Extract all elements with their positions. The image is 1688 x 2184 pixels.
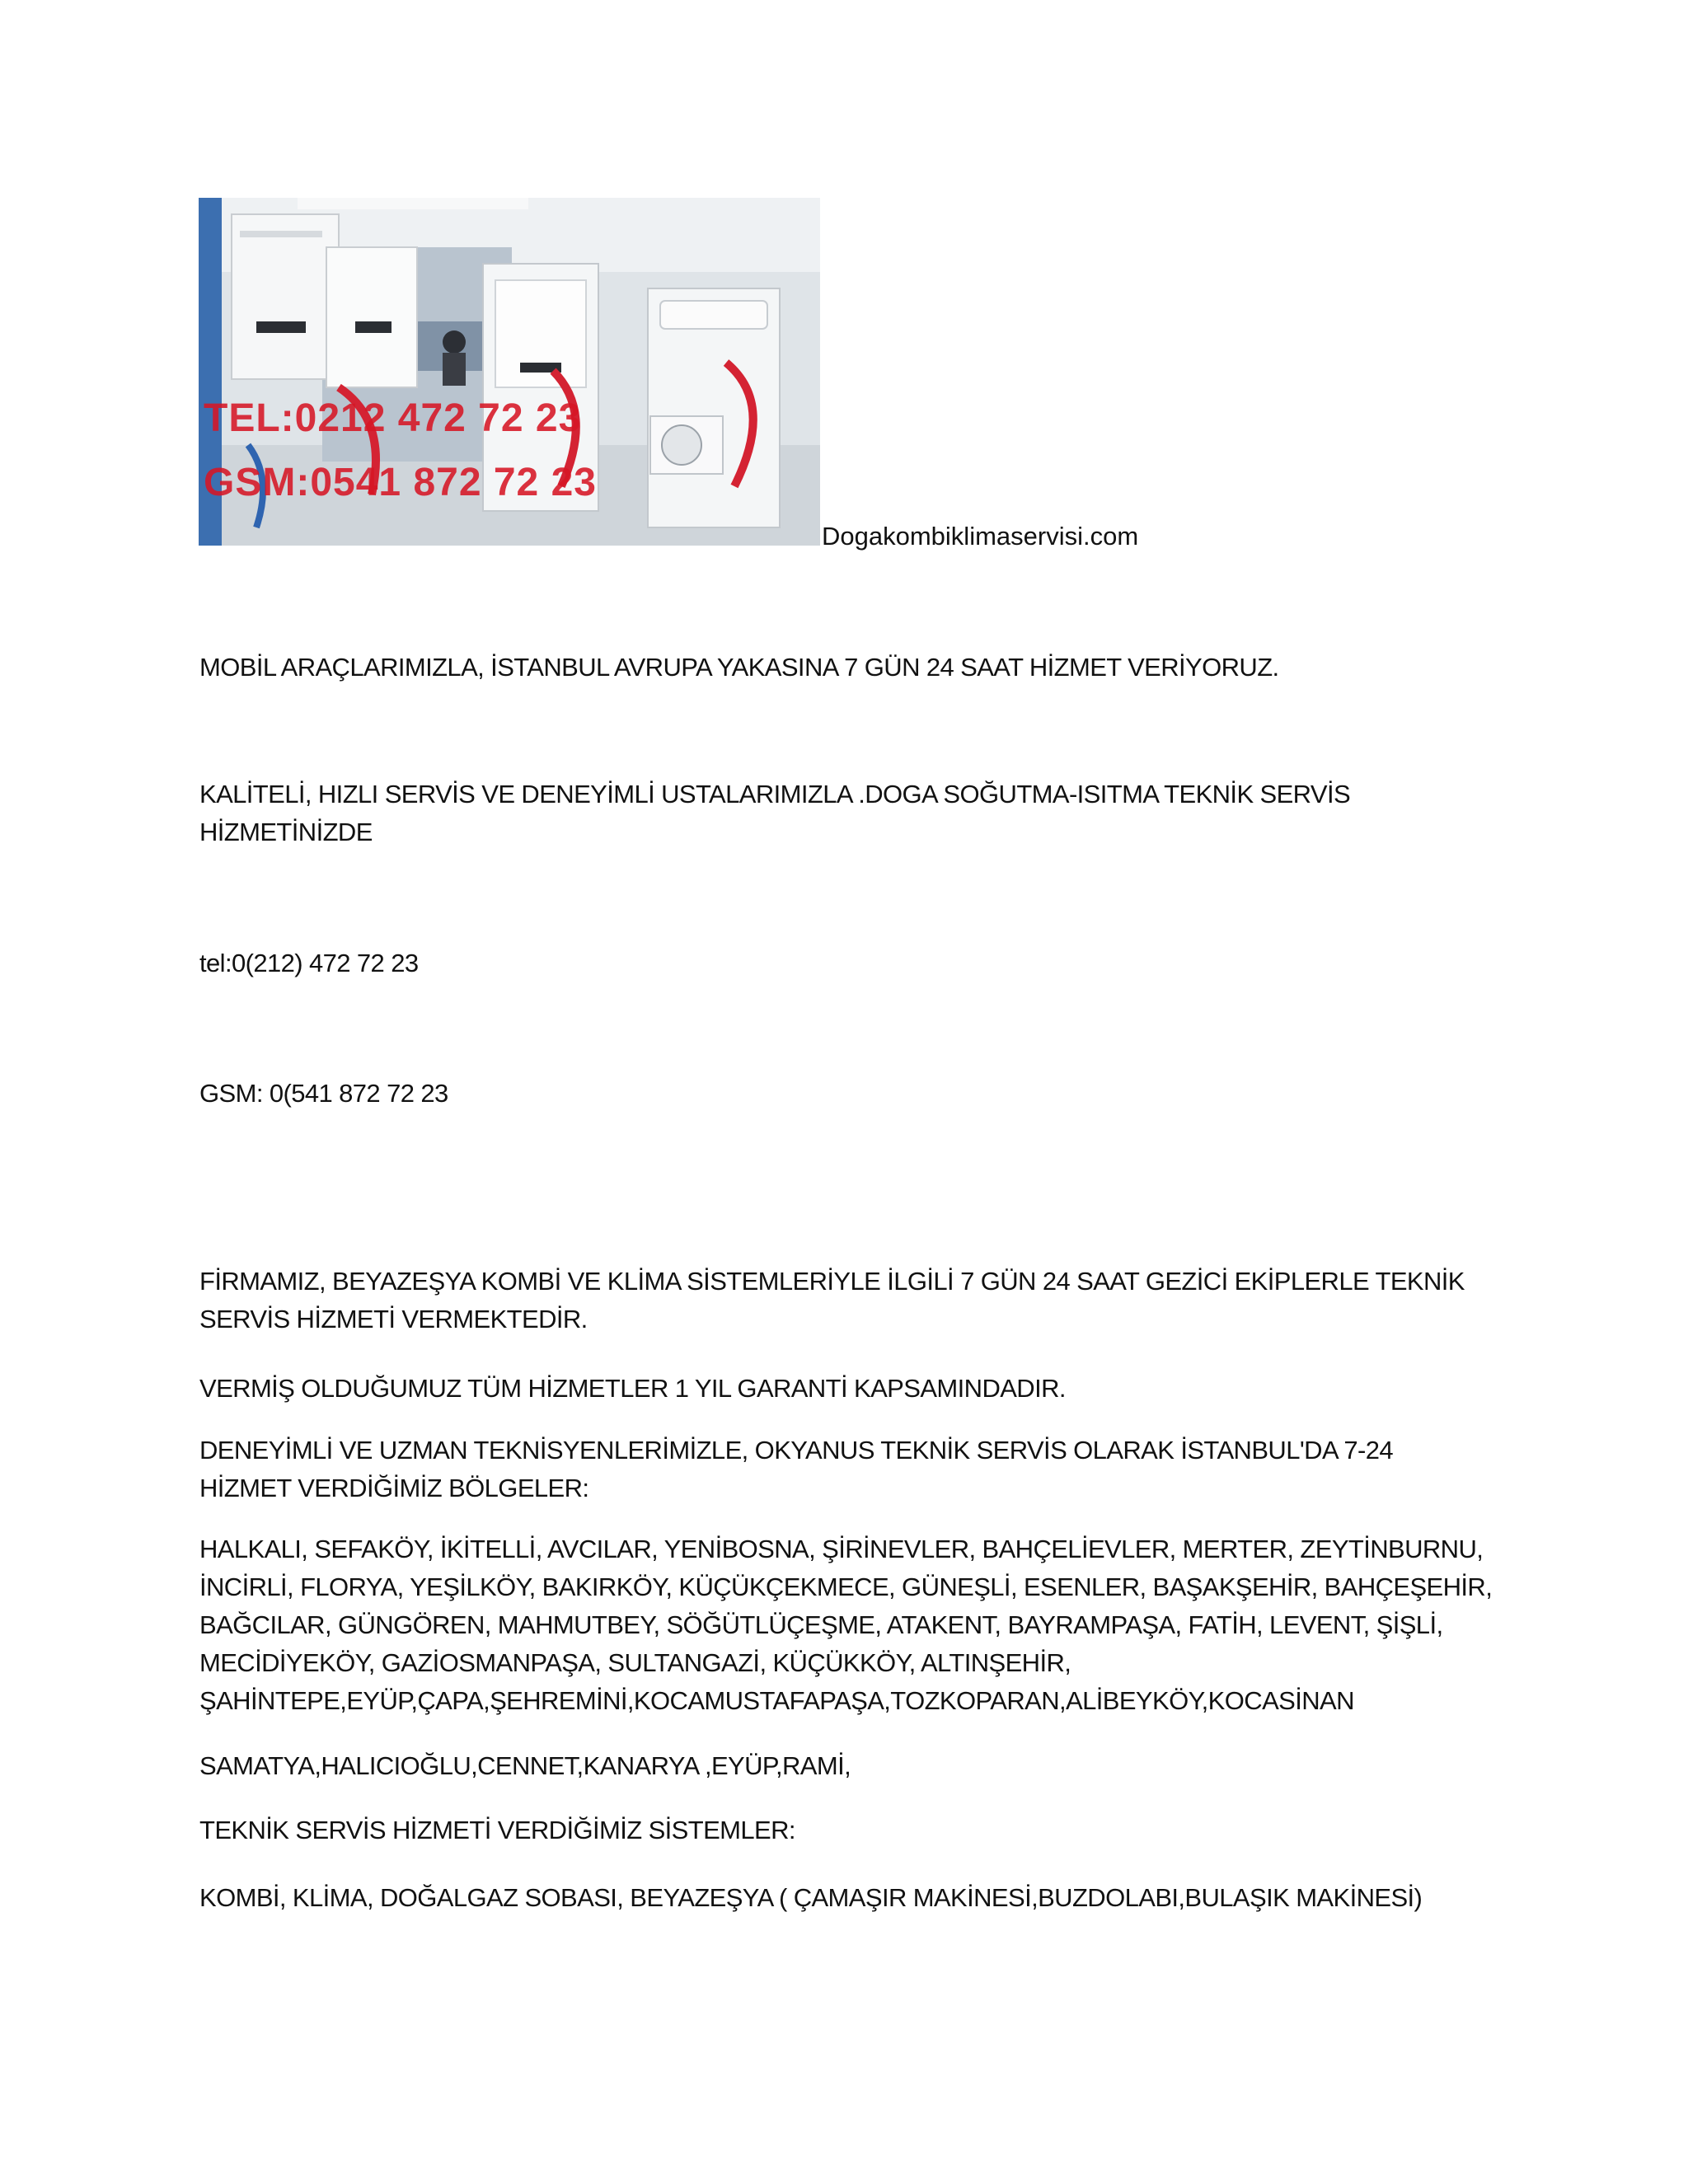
regions-list-paragraph: HALKALI, SEFAKÖY, İKİTELLİ, AVCILAR, YENİBOSNA, ŞİRİNEVLER, BAHÇELİEVLER, MERTER, ZEYTİNBURNU, İNCİRLİ, FLORYA, YEŞİLKÖY, BAKIRKÖY, KÜÇÜKÇEKMECE, GÜNEŞLİ, ESENLER, BAŞAKŞEHİR, BAHÇEŞEHİR, BAĞCILAR, GÜNGÖREN, MAHMUTBEY, SÖĞÜTLÜÇEŞME, ATAKENT, BAYRAMPAŞA, FATİH, LEVENT, ŞİŞLİ, MECİDİYEKÖY, GAZİOSMANPAŞA, SULTANGAZİ, KÜÇÜKKÖY, ALTINŞEHİR, ŞAHİNTEPE,EYÜP,ÇAPA,ŞEHREMİNİ,KOCAMUSTAFAPAŞA,TOZKOPARAN,ALİBEYKÖY,KOCASİNAN bbox=[199, 1535, 1493, 1715]
photo-overlay bbox=[199, 198, 820, 546]
systems-list-paragraph: KOMBİ, KLİMA, DOĞALGAZ SOBASI, BEYAZEŞYA ( ÇAMAŞIR MAKİNESİ,BUZDOLABI,BULAŞIK MAKİNESİ) bbox=[199, 1883, 1423, 1912]
gsm-line: GSM: 0(541 872 72 23 bbox=[199, 1079, 448, 1108]
systems-heading: TEKNİK SERVİS HİZMETİ VERDİĞİMİZ SİSTEMLER: bbox=[199, 1816, 795, 1844]
mobile-service-paragraph: MOBİL ARAÇLARIMIZLA, İSTANBUL AVRUPA YAKASINA 7 GÜN 24 SAAT HİZMET VERİYORUZ. bbox=[199, 653, 1279, 682]
regions-extra-paragraph: SAMATYA,HALICIOĞLU,CENNET,KANARYA ,EYÜP,RAMİ, bbox=[199, 1751, 851, 1780]
warranty-paragraph: VERMİŞ OLDUĞUMUZ TÜM HİZMETLER 1 YIL GARANTİ KAPSAMINDADIR. bbox=[199, 1374, 1066, 1403]
quality-service-paragraph: KALİTELİ, HIZLI SERVİS VE DENEYİMLİ USTALARIMIZLA .DOGA SOĞUTMA-ISITMA TEKNİK SERVİS HİZMETİNİZDE bbox=[199, 780, 1351, 846]
company-intro-paragraph: FİRMAMIZ, BEYAZEŞYA KOMBİ VE KLİMA SİSTEMLERİYLE İLGİLİ 7 GÜN 24 SAAT GEZİCİ EKİPLERLE TEKNİK SERVİS HİZMETİ VERMEKTEDİR. bbox=[199, 1267, 1465, 1333]
tel-line: tel:0(212) 472 72 23 bbox=[199, 949, 419, 977]
showroom-photo bbox=[199, 198, 820, 546]
regions-intro-paragraph: DENEYİMLİ VE UZMAN TEKNİSYENLERİMİZLE, OKYANUS TEKNİK SERVİS OLARAK İSTANBUL'DA 7-24 HİZMET VERDİĞİMİZ BÖLGELER: bbox=[199, 1436, 1393, 1502]
site-caption[interactable]: Dogakombiklimaservisi.com bbox=[822, 522, 1139, 551]
photo-tel-overlay: TEL:0212 472 72 23 bbox=[204, 396, 582, 440]
photo-gsm-overlay: GSM:0541 872 72 23 bbox=[204, 461, 597, 504]
